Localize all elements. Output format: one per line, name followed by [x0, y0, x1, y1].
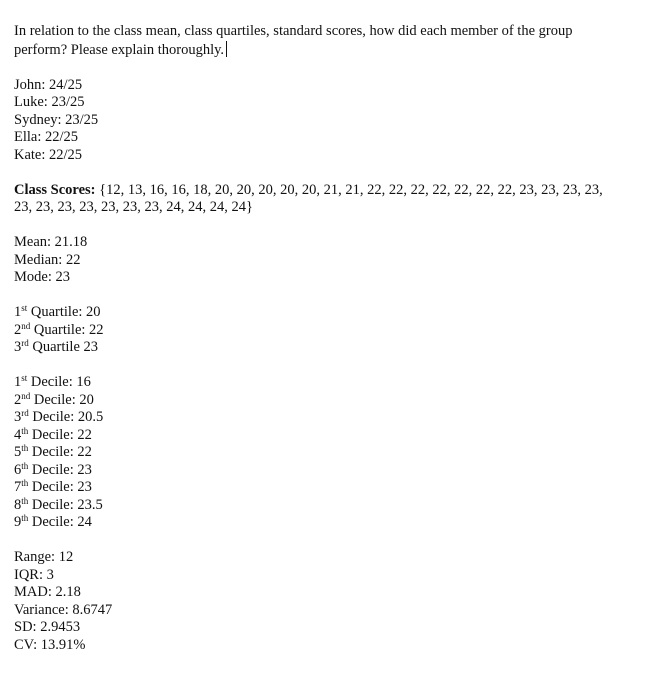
median-value: Median: 22	[14, 251, 81, 268]
mode-value: Mode: 23	[14, 269, 70, 285]
sd-value: SD: 2.9453	[14, 619, 81, 635]
quartile-1: 1st Quartile: 20	[14, 303, 101, 320]
student-score-kate: Kate: 22/25	[14, 146, 83, 163]
class-scores-label: Class Scores:	[14, 181, 96, 198]
decile-4: 4th Decile: 22	[14, 425, 92, 443]
text-cursor	[226, 41, 227, 57]
class-scores-values: {12, 13, 16, 16, 18, 20, 20, 20, 20, 20, 21, 21, 22, 22, 22, 22, 22, 22, 22, 23, 23, 23, 23, 23, 23, 23, 23, 23, 23, 23, 24, 24, 24, 24}	[14, 181, 607, 215]
decile-5: 5th Decile: 22	[14, 443, 92, 460]
class-scores	[14, 182, 624, 217]
student-score-john: John: 24/25	[14, 76, 83, 93]
decile-7: 7th Decile: 23	[14, 478, 92, 495]
decile-8: 8th Decile: 23.5	[14, 495, 103, 513]
range-value: Range: 12	[14, 549, 74, 565]
quartile-2: 2nd Quartile: 22	[14, 320, 104, 338]
mad-value: MAD: 2.18	[14, 584, 81, 600]
document-body[interactable]	[14, 23, 624, 654]
variance-value: Variance: 8.6747	[14, 601, 113, 618]
decile-9: 9th Decile: 24	[14, 513, 92, 530]
iqr-value: IQR: 3	[14, 566, 54, 583]
student-score-ella: Ella: 22/25	[14, 129, 79, 145]
cv-value: CV: 13.91%	[14, 636, 86, 653]
student-score-sydney: Sydney: 23/25	[14, 111, 99, 128]
student-score-luke: Luke: 23/25	[14, 94, 85, 110]
decile-6: 6th Decile: 23	[14, 460, 92, 478]
question-text: In relation to the class mean, class quartiles, standard scores, how did each member of the group perform? Please explain thoroughly.	[14, 23, 577, 58]
decile-1: 1st Decile: 16	[14, 373, 91, 390]
decile-2: 2nd Decile: 20	[14, 390, 94, 408]
quartile-3: 3rd Quartile 23	[14, 338, 99, 355]
decile-3: 3rd Decile: 20.5	[14, 408, 104, 425]
mean-value: Mean: 21.18	[14, 234, 88, 250]
